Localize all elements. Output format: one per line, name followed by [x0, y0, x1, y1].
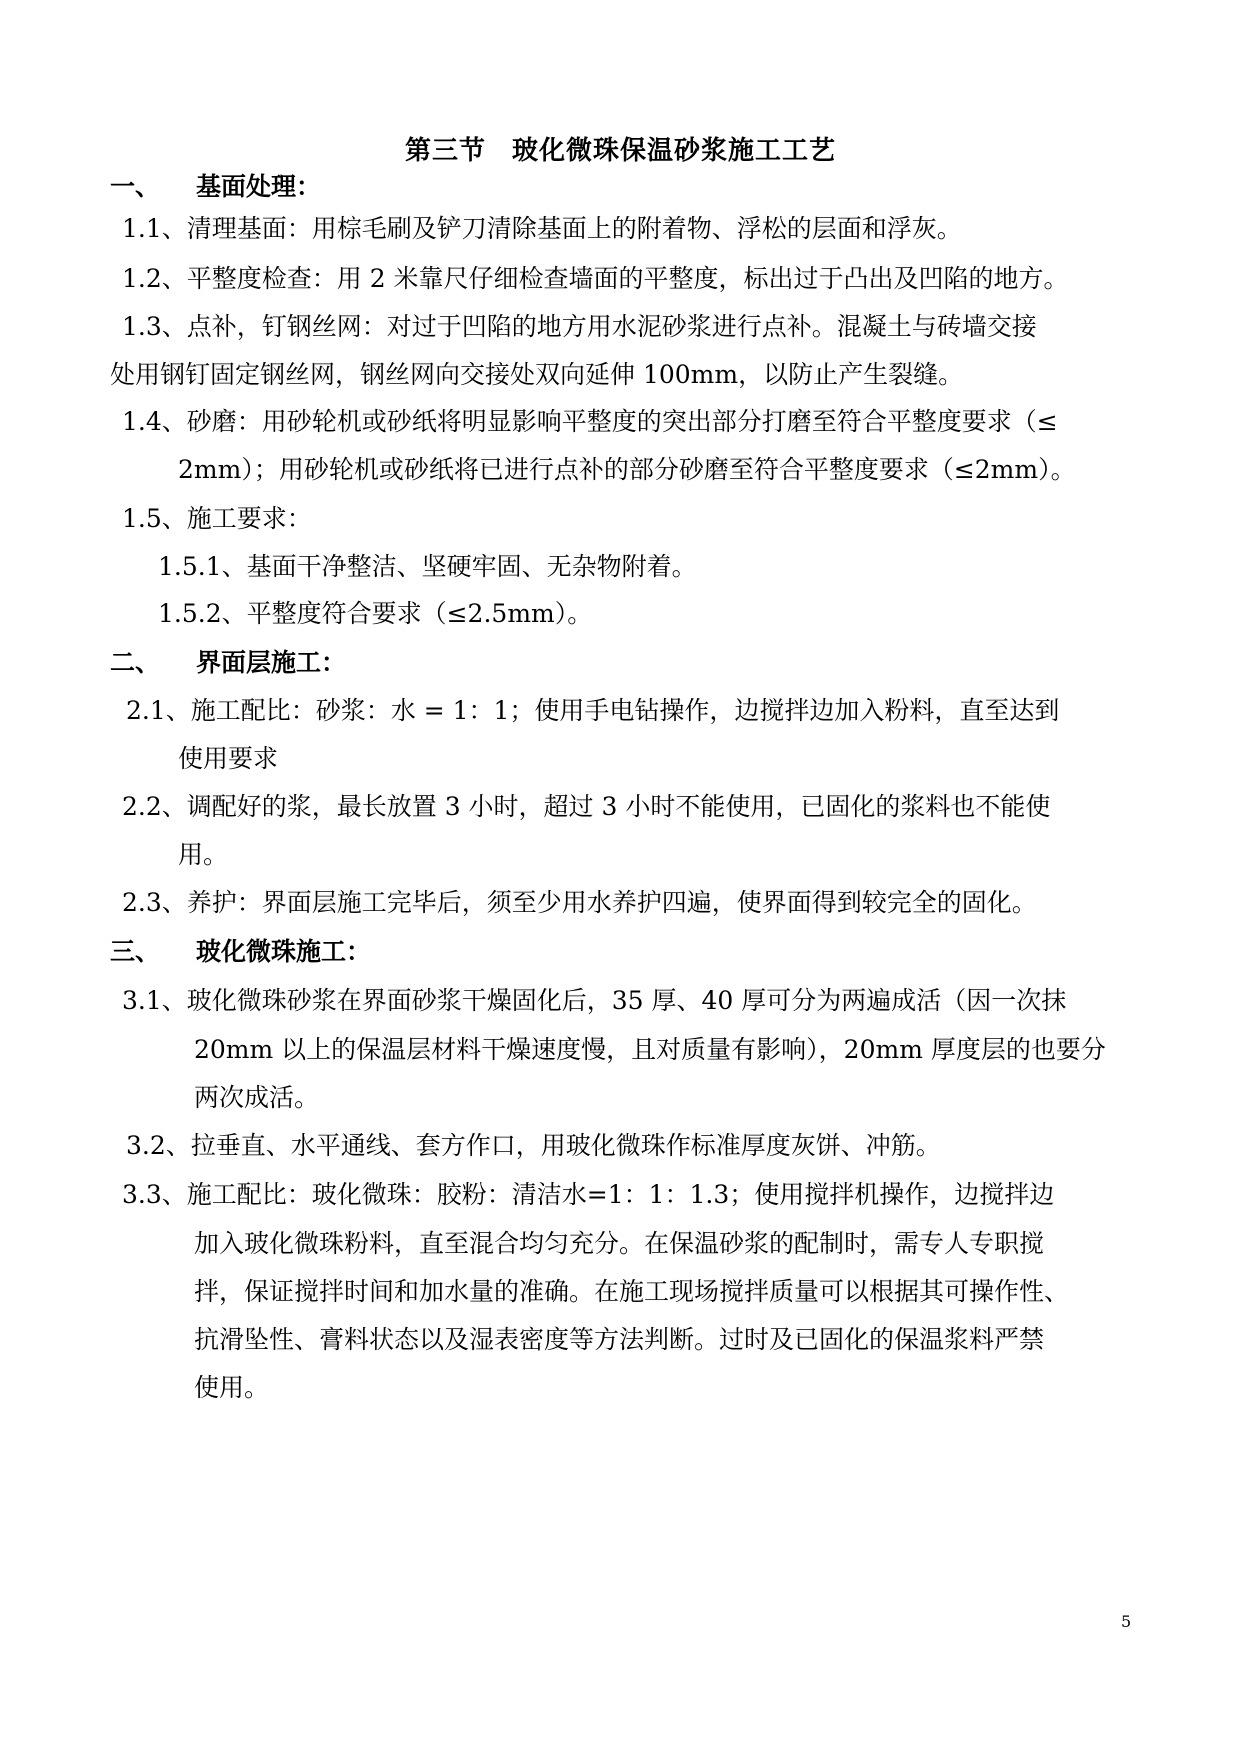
title-text: 玻化微珠保温砂浆施工工艺 — [512, 136, 837, 166]
section-heading-1 — [110, 170, 321, 204]
page-title — [0, 130, 1241, 167]
section-label: 基面处理： — [196, 172, 322, 201]
paragraph-1-4-line2: 2mm）；用砂轮机或砂纸将已进行点补的部分砂磨至符合平整度要求（≤2mm）。 — [178, 455, 1076, 484]
paragraph-3-3-line1: 3.3、施工配比：玻化微珠：胶粉：清洁水=1：1：1.3；使用搅拌机操作，边搅拌边 — [122, 1180, 1055, 1209]
paragraph-3-3-line3: 拌，保证搅拌时间和加水量的准确。在施工现场搅拌质量可以根据其可操作性、 — [194, 1277, 1070, 1306]
section-number: 一、 — [110, 172, 161, 201]
paragraph-1-3-line1: 1.3、点补，钉钢丝网：对过于凹陷的地方用水泥砂浆进行点补。混凝土与砖墙交接 — [122, 312, 1037, 341]
section-number: 三、 — [110, 937, 161, 966]
paragraph-1-5-2: 1.5.2、平整度符合要求（≤2.5mm）。 — [158, 599, 593, 628]
section-heading-2 — [110, 646, 346, 680]
paragraph-2-2-line1: 2.2、调配好的浆，最长放置 3 小时，超过 3 小时不能使用，已固化的浆料也不能使 — [122, 792, 1051, 821]
paragraph-3-3-line2: 加入玻化微珠粉料，直至混合均匀充分。在保温砂浆的配制时，需专人专职搅 — [194, 1229, 1045, 1258]
paragraph-3-3-line5: 使用。 — [194, 1373, 270, 1402]
paragraph-1-3-line2: 处用钢钉固定钢丝网，钢丝网向交接处双向延伸 100mm，以防止产生裂缝。 — [110, 360, 964, 389]
paragraph-3-1-line3: 两次成活。 — [194, 1083, 320, 1112]
paragraph-3-1-line2: 20mm 以上的保温层材料干燥速度慢，且对质量有影响），20mm 厚度层的也要分 — [194, 1035, 1106, 1064]
paragraph-3-2: 3.2、拉垂直、水平通线、套方作口，用玻化微珠作标准厚度灰饼、冲筋。 — [126, 1131, 941, 1160]
paragraph-2-3: 2.3、养护：界面层施工完毕后，须至少用水养护四遍，使界面得到较完全的固化。 — [122, 888, 1037, 917]
page-number: 5 — [1121, 1612, 1132, 1631]
paragraph-1-4-line1: 1.4、砂磨：用砂轮机或砂纸将明显影响平整度的突出部分打磨至符合平整度要求（≤ — [122, 407, 1058, 436]
section-number: 二、 — [110, 648, 161, 677]
section-heading-3 — [110, 935, 371, 969]
paragraph-1-2: 1.2、平整度检查：用 2 米靠尺仔细检查墙面的平整度，标出过于凸出及凹陷的地方。 — [122, 264, 1069, 293]
section-label: 玻化微珠施工： — [196, 937, 372, 966]
paragraph-2-1-line2: 使用要求 — [178, 744, 279, 773]
paragraph-1-1: 1.1、清理基面：用棕毛刷及铲刀清除基面上的附着物、浮松的层面和浮灰。 — [122, 214, 962, 243]
paragraph-1-5: 1.5、施工要求： — [122, 504, 312, 533]
paragraph-1-5-1: 1.5.1、基面干净整洁、坚硬牢固、无杂物附着。 — [158, 552, 697, 581]
paragraph-2-2-line2: 用。 — [178, 840, 229, 869]
title-section-number: 第三节 — [404, 136, 486, 166]
paragraph-2-1-line1: 2.1、施工配比：砂浆：水 = 1：1；使用手电钻操作，边搅拌边加入粉料，直至达到 — [126, 696, 1060, 725]
paragraph-3-1-line1: 3.1、玻化微珠砂浆在界面砂浆干燥固化后，35 厚、40 厚可分为两遍成活（因一次抹 — [122, 986, 1067, 1015]
section-label: 界面层施工： — [196, 648, 347, 677]
paragraph-3-3-line4: 抗滑坠性、膏料状态以及湿表密度等方法判断。过时及已固化的保温浆料严禁 — [194, 1325, 1045, 1354]
